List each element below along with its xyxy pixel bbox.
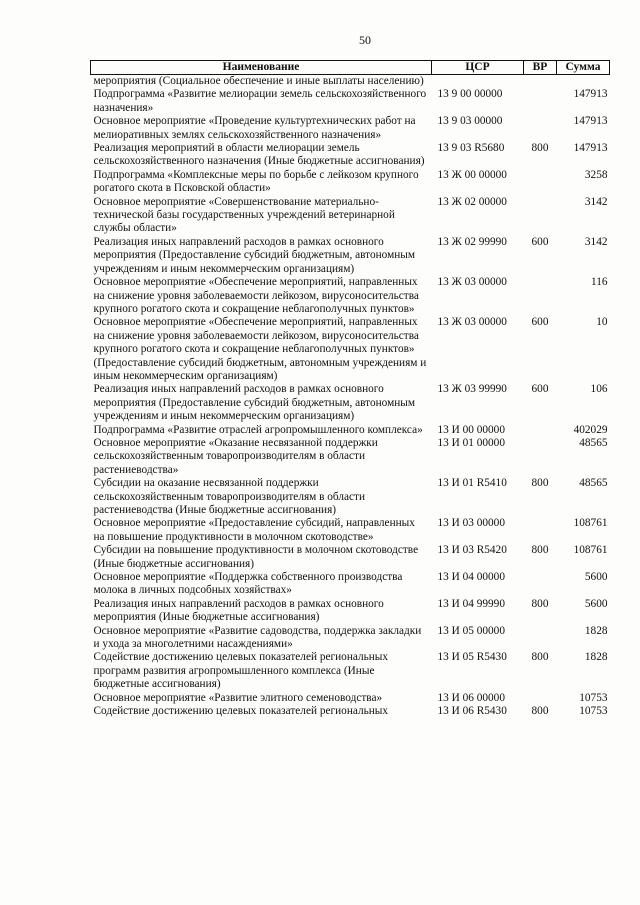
row-name: Реализация иных направлений расходов в рамках основного мероприятия (Предоставление субсидий бюджетным, автономным учреждениям и иным некоммерческим организациям) [93, 235, 416, 275]
row-vr [524, 115, 557, 142]
row-name: Подпрограмма «Комплексные меры по борьбе с лейкозом крупного рогатого скота в Псковской области» [93, 168, 419, 195]
row-csr: 13 9 03 00000 [437, 115, 503, 128]
row-sum: 106 [590, 383, 608, 396]
row-sum: 3258 [584, 168, 608, 181]
table-row [91, 75, 610, 89]
row-sum: 147913 [573, 88, 608, 101]
table-row [91, 196, 610, 236]
row-sum: 10 [596, 316, 608, 329]
table-body [91, 75, 610, 719]
row-sum: 48565 [579, 477, 608, 490]
table-row [91, 477, 610, 517]
row-csr: 13 И 03 R5420 [437, 544, 507, 557]
row-sum: 147913 [573, 142, 608, 155]
table-row [91, 571, 610, 598]
row-csr: 13 Ж 03 99990 [437, 383, 507, 396]
row-name: Основное мероприятие «Развитие элитного семеноводства» [93, 691, 383, 704]
header-csr: ЦСР [432, 61, 524, 75]
row-csr: 13 9 03 R5680 [437, 142, 505, 155]
row-vr [524, 517, 557, 544]
table-row [91, 651, 610, 691]
table-row [91, 276, 610, 316]
row-sum: 1828 [584, 651, 608, 664]
row-csr: 13 9 00 00000 [437, 88, 503, 101]
row-name: Основное мероприятие «Совершенствование материально-технической базы государственных учреждений ветеринарной службы области» [93, 195, 395, 235]
table-row [91, 437, 610, 477]
row-name: Основное мероприятие «Обеспечение мероприятий, направленных на снижение уровня заболеваемости лейкозом, вирусоносительства крупного рогатого скота и сокращение неблагополучных пунктов» [93, 276, 419, 315]
row-vr [524, 625, 557, 652]
row-name: Основное мероприятие «Поддержка собственного производства молока в личных подсобных хозяйствах» [93, 571, 403, 597]
row-sum: 1828 [584, 624, 608, 637]
row-csr: 13 И 01 00000 [437, 436, 505, 449]
budget-table [90, 60, 610, 719]
table-row [91, 169, 610, 196]
header-sum: Сумма [557, 61, 610, 75]
table-header [91, 61, 610, 75]
row-vr: 800 [531, 651, 549, 664]
row-csr: 13 И 04 00000 [437, 571, 505, 584]
row-name: Реализация иных направлений расходов в рамках основного мероприятия (Иные бюджетные ассигнования) [93, 597, 384, 624]
row-vr [524, 424, 557, 437]
row-csr: 13 Ж 02 99990 [437, 235, 507, 248]
row-name: Реализация мероприятий в области мелиорации земель сельскохозяйственного назначения (Иные бюджетные ассигнования) [93, 142, 425, 168]
row-sum: 108761 [573, 544, 608, 557]
table-row [91, 316, 610, 383]
row-name: Содействие достижению целевых показателей региональных программ развития агропромышленного комплекса (Иные бюджетные ассигнования) [93, 651, 389, 691]
row-csr: 13 И 06 R5430 [437, 705, 507, 718]
table-row [91, 115, 610, 142]
row-name: Подпрограмма «Развитие мелиорации земель сельскохозяйственного назначения» [93, 88, 427, 114]
row-vr: 600 [531, 316, 549, 329]
header-name: Наименование [91, 61, 432, 75]
row-sum: 3142 [584, 235, 608, 248]
row-sum: 10753 [579, 691, 608, 704]
row-sum: 108761 [573, 517, 608, 530]
row-vr: 800 [531, 477, 549, 490]
row-vr: 800 [531, 142, 549, 155]
row-name: Основное мероприятие «Проведение культуртехнических работ на мелиоративных землях сельскохозяйственного назначения» [93, 115, 416, 141]
row-vr [524, 169, 557, 196]
row-vr: 800 [531, 705, 549, 718]
row-vr [524, 571, 557, 598]
row-sum [557, 75, 610, 89]
row-sum: 48565 [579, 436, 608, 449]
row-vr [524, 437, 557, 477]
table-row [91, 598, 610, 625]
table-row [91, 236, 610, 276]
row-vr: 800 [531, 544, 549, 557]
row-csr [432, 75, 524, 89]
row-csr: 13 Ж 03 00000 [437, 276, 507, 289]
row-csr: 13 И 06 00000 [437, 691, 505, 704]
row-sum: 3142 [584, 195, 608, 208]
row-name: Основное мероприятие «Оказание несвязанной поддержки сельскохозяйственным товаропроизводителям в области растениеводства» [93, 436, 378, 476]
row-csr: 13 И 05 00000 [437, 624, 505, 637]
row-vr [524, 196, 557, 236]
row-vr [524, 692, 557, 705]
table-row [91, 424, 610, 437]
row-name: Подпрограмма «Развитие отраслей агропромышленного комплекса» [93, 423, 423, 436]
table-row [91, 625, 610, 652]
table-row [91, 517, 610, 544]
row-name: Основное мероприятие «Развитие садоводства, поддержка закладки и ухода за многолетними насаждениями» [93, 624, 422, 651]
row-csr: 13 И 04 99990 [437, 597, 505, 610]
row-name: Основное мероприятие «Предоставление субсидий, направленных на повышение продуктивности в молочном скотоводстве» [93, 517, 415, 543]
table-row [91, 692, 610, 705]
row-sum: 5600 [584, 571, 608, 584]
page-number: 50 [359, 33, 371, 47]
row-csr: 13 Ж 02 00000 [437, 195, 507, 208]
row-vr: 800 [531, 597, 549, 610]
row-vr: 600 [531, 383, 549, 396]
row-csr: 13 И 05 R5430 [437, 651, 507, 664]
table-row [91, 544, 610, 571]
row-sum: 116 [590, 276, 608, 289]
row-name: Реализация иных направлений расходов в рамках основного мероприятия (Предоставление субсидий бюджетным, автономным учреждениям и иным некоммерческим организациям) [93, 383, 416, 423]
row-sum: 402029 [573, 423, 608, 436]
row-csr: 13 И 01 R5410 [437, 477, 507, 490]
row-vr: 600 [531, 235, 549, 248]
row-name: Субсидии на повышение продуктивности в молочном скотоводстве (Иные бюджетные ассигнования) [93, 544, 419, 570]
row-name: Содействие достижению целевых показателей региональных [93, 705, 389, 718]
row-sum: 147913 [573, 115, 608, 128]
row-name: Субсидии на оказание несвязанной поддержки сельскохозяйственным товаропроизводителям в области растениеводства (Иные бюджетные ассигнования) [93, 477, 366, 516]
row-csr: 13 Ж 03 00000 [437, 316, 507, 329]
table-row [91, 88, 610, 115]
table-row [91, 705, 610, 718]
row-name: Основное мероприятие «Обеспечение мероприятий, направленных на снижение уровня заболеваемости лейкозом, вирусоносительства крупного рогатого скота и сокращение неблагополучных пунктов» (Предоставление субсидий бюджетным, автономным учреждениям и иным некоммерческим организациям) [93, 316, 427, 382]
row-vr [524, 276, 557, 316]
header-vr: ВР [524, 61, 557, 75]
row-vr [524, 75, 557, 89]
row-csr: 13 И 00 00000 [437, 423, 505, 436]
row-sum: 5600 [584, 597, 608, 610]
table-row [91, 142, 610, 169]
table-row [91, 383, 610, 423]
row-vr [524, 88, 557, 115]
row-csr: 13 И 03 00000 [437, 517, 505, 530]
row-csr: 13 Ж 00 00000 [437, 168, 507, 181]
row-sum: 10753 [579, 705, 608, 718]
row-name: мероприятия (Социальное обеспечение и иные выплаты населению) [93, 75, 424, 87]
